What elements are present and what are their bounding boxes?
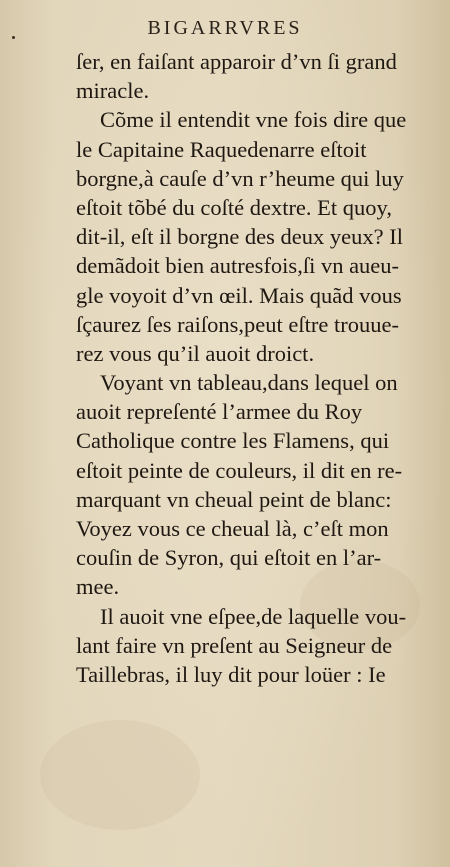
text-line: gle voyoit d’vn œil. Mais quãd vous <box>76 282 402 308</box>
text-line: rez vous qu’il auoit droict. <box>76 340 315 366</box>
text-line: couſin de Syron, qui eſtoit en l’ar- <box>76 545 382 571</box>
text-line: miracle. <box>76 78 150 104</box>
text-line: mee. <box>76 574 120 600</box>
text-line: borgne,à cauſe d’vn r’heume qui luy <box>76 165 404 191</box>
running-head: BIGARRVRES <box>147 17 303 39</box>
text-line: lant faire vn preſent au Seigneur de <box>76 632 393 658</box>
text-line: demãdoit bien autresfois,ſi vn aueu- <box>76 253 400 279</box>
text-line: dit-il, eſt il borgne des deux yeux? Il <box>76 224 404 250</box>
text-line: eſtoit tõbé du coſté dextre. Et quoy, <box>76 194 392 220</box>
text-line: Cõme il entendit vne fois dire que <box>100 107 407 133</box>
text-line: Catholique contre les Flamens, qui <box>76 428 390 454</box>
text-line: auoit repreſenté l’armee du Roy <box>76 399 363 425</box>
text-line: eſtoit peinte de couleurs, il dit en re- <box>76 457 403 483</box>
text-line: ſer, en faiſant apparoir d’vn ſi grand <box>76 49 397 74</box>
paper-stain <box>40 720 200 830</box>
text-line: Taillebras, il luy dit pour loüer : Ie <box>76 661 386 687</box>
text-line: marquant vn cheual peint de blanc: <box>76 486 392 512</box>
body-text <box>76 47 436 689</box>
text-line: Voyant vn tableau,dans lequel on <box>100 370 398 396</box>
text-line: Voyez vous ce cheual là, c’eſt mon <box>76 516 389 541</box>
text-line: ſçaurez ſes raiſons,peut eſtre trouue- <box>76 311 399 337</box>
text-line: Il auoit vne eſpee,de laquelle vou- <box>100 603 407 629</box>
text-line: le Capitaine Raquedenarre eſtoit <box>76 136 367 162</box>
